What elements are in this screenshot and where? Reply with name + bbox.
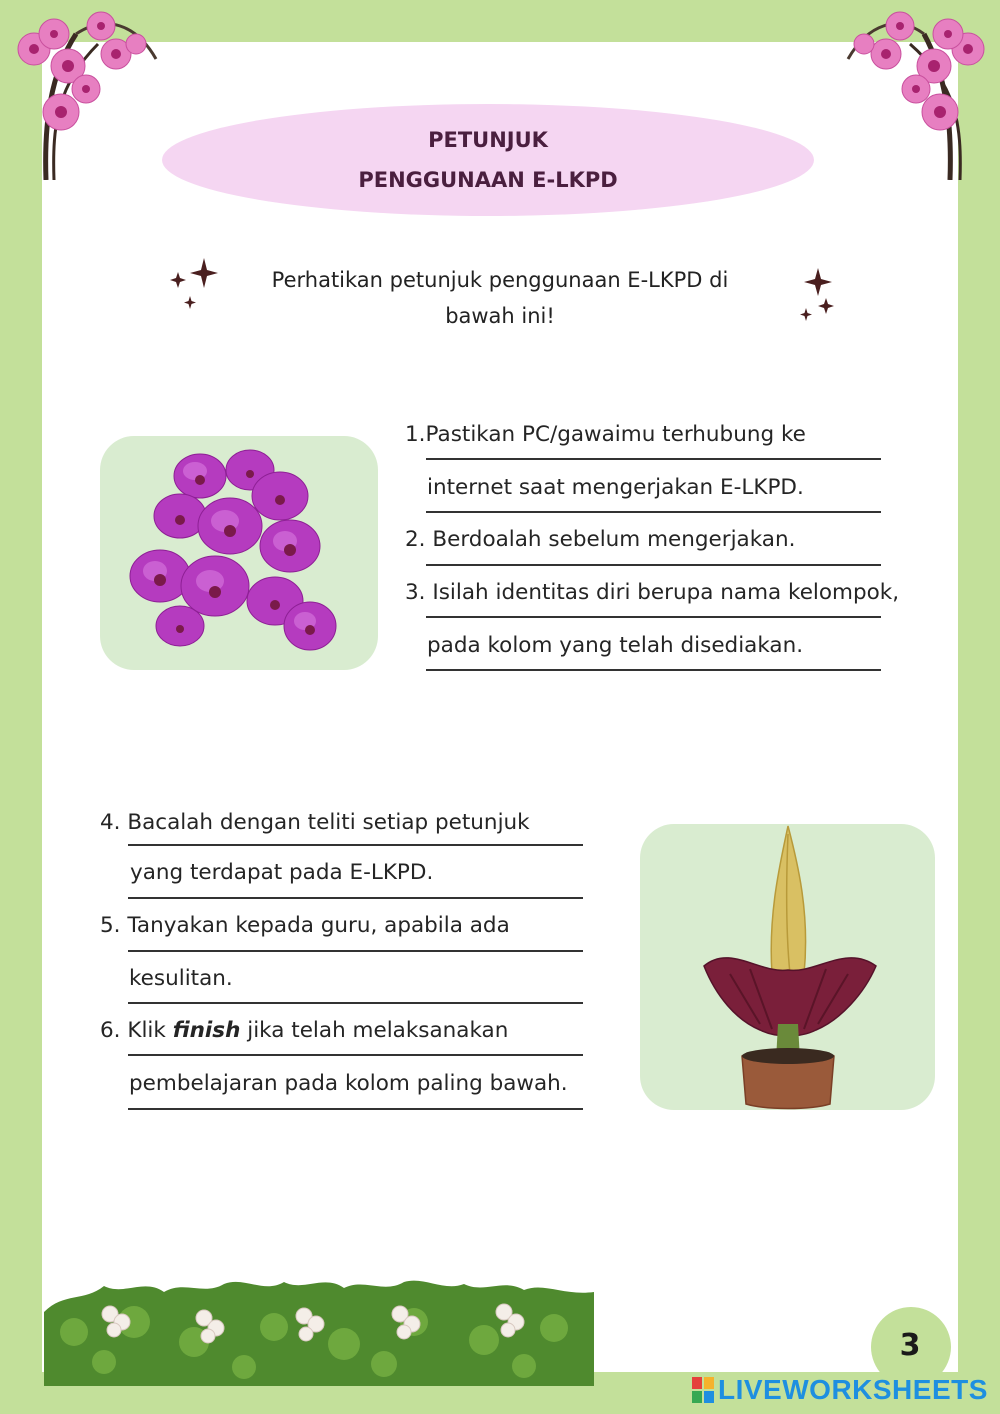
sparkle-left-icon	[168, 256, 220, 312]
liveworksheets-logo-icon	[692, 1377, 714, 1403]
intro-line-2: bawah ini!	[445, 304, 555, 328]
divider-line	[128, 950, 583, 952]
instruction-6-number: 6.	[100, 1018, 121, 1043]
instruction-1-line-2: internet saat mengerjakan E-LKPD.	[427, 475, 804, 500]
instruction-3-line-2: pada kolom yang telah disediakan.	[427, 633, 804, 658]
corpse-flower-photo	[640, 824, 935, 1110]
divider-line	[426, 669, 881, 671]
divider-line	[426, 511, 881, 513]
instruction-3-line-1	[405, 578, 899, 608]
instruction-6-line-1	[100, 1016, 508, 1046]
instruction-2-line-1	[405, 525, 795, 555]
instruction-1-text-a: Pastikan PC/gawaimu terhubung ke	[425, 422, 806, 447]
flower-hedge-decoration	[44, 1272, 594, 1386]
instruction-4-number: 4.	[100, 810, 121, 835]
divider-line	[426, 458, 881, 460]
divider-line	[128, 1108, 583, 1110]
title-line-1: PETUNJUK	[428, 128, 548, 152]
instruction-5-number: 5.	[100, 913, 121, 938]
instruction-4-line-1	[100, 808, 530, 838]
instruction-6-text-post: jika telah melaksanakan	[240, 1018, 509, 1043]
orchid-photo	[100, 436, 378, 670]
divider-line	[128, 1002, 583, 1004]
instruction-1-number: 1.	[405, 422, 426, 447]
instruction-4-text-a: Bacalah dengan teliti setiap petunjuk	[127, 810, 530, 835]
instruction-2-text: Berdoalah sebelum mengerjakan.	[432, 527, 796, 552]
divider-line	[426, 564, 881, 566]
divider-line	[128, 897, 583, 899]
instruction-1-line-1	[405, 420, 806, 450]
brand-name: LIVEWORKSHEETS	[718, 1374, 988, 1405]
orchid-corner-right-decoration	[828, 4, 998, 180]
instruction-3-text-a: Isilah identitas diri berupa nama kelompok,	[432, 580, 900, 605]
divider-line	[426, 616, 881, 618]
instruction-2-number: 2.	[405, 527, 426, 552]
intro-line-1: Perhatikan petunjuk penggunaan E-LKPD di	[271, 268, 729, 292]
instruction-5-line-1	[100, 911, 510, 941]
intro-text	[236, 262, 764, 334]
instruction-5-text-a: Tanyakan kepada guru, apabila ada	[127, 913, 510, 938]
divider-line	[128, 1054, 583, 1056]
worksheet-page	[42, 42, 958, 1372]
instruction-4-line-2: yang terdapat pada E-LKPD.	[130, 860, 434, 885]
instruction-5-line-2: kesulitan.	[129, 966, 233, 991]
finish-keyword: finish	[172, 1018, 241, 1043]
orchid-corner-left-decoration	[6, 4, 176, 180]
title-banner	[162, 104, 814, 216]
instruction-6-text-pre: Klik	[127, 1018, 173, 1043]
instruction-6-line-2: pembelajaran pada kolom paling bawah.	[129, 1071, 568, 1096]
divider-line	[128, 844, 583, 846]
title-line-2: PENGGUNAAN E-LKPD	[358, 168, 618, 192]
sparkle-right-icon	[796, 266, 840, 324]
page-number: 3	[899, 1328, 921, 1363]
instruction-3-number: 3.	[405, 580, 426, 605]
liveworksheets-brand[interactable]	[692, 1374, 988, 1406]
